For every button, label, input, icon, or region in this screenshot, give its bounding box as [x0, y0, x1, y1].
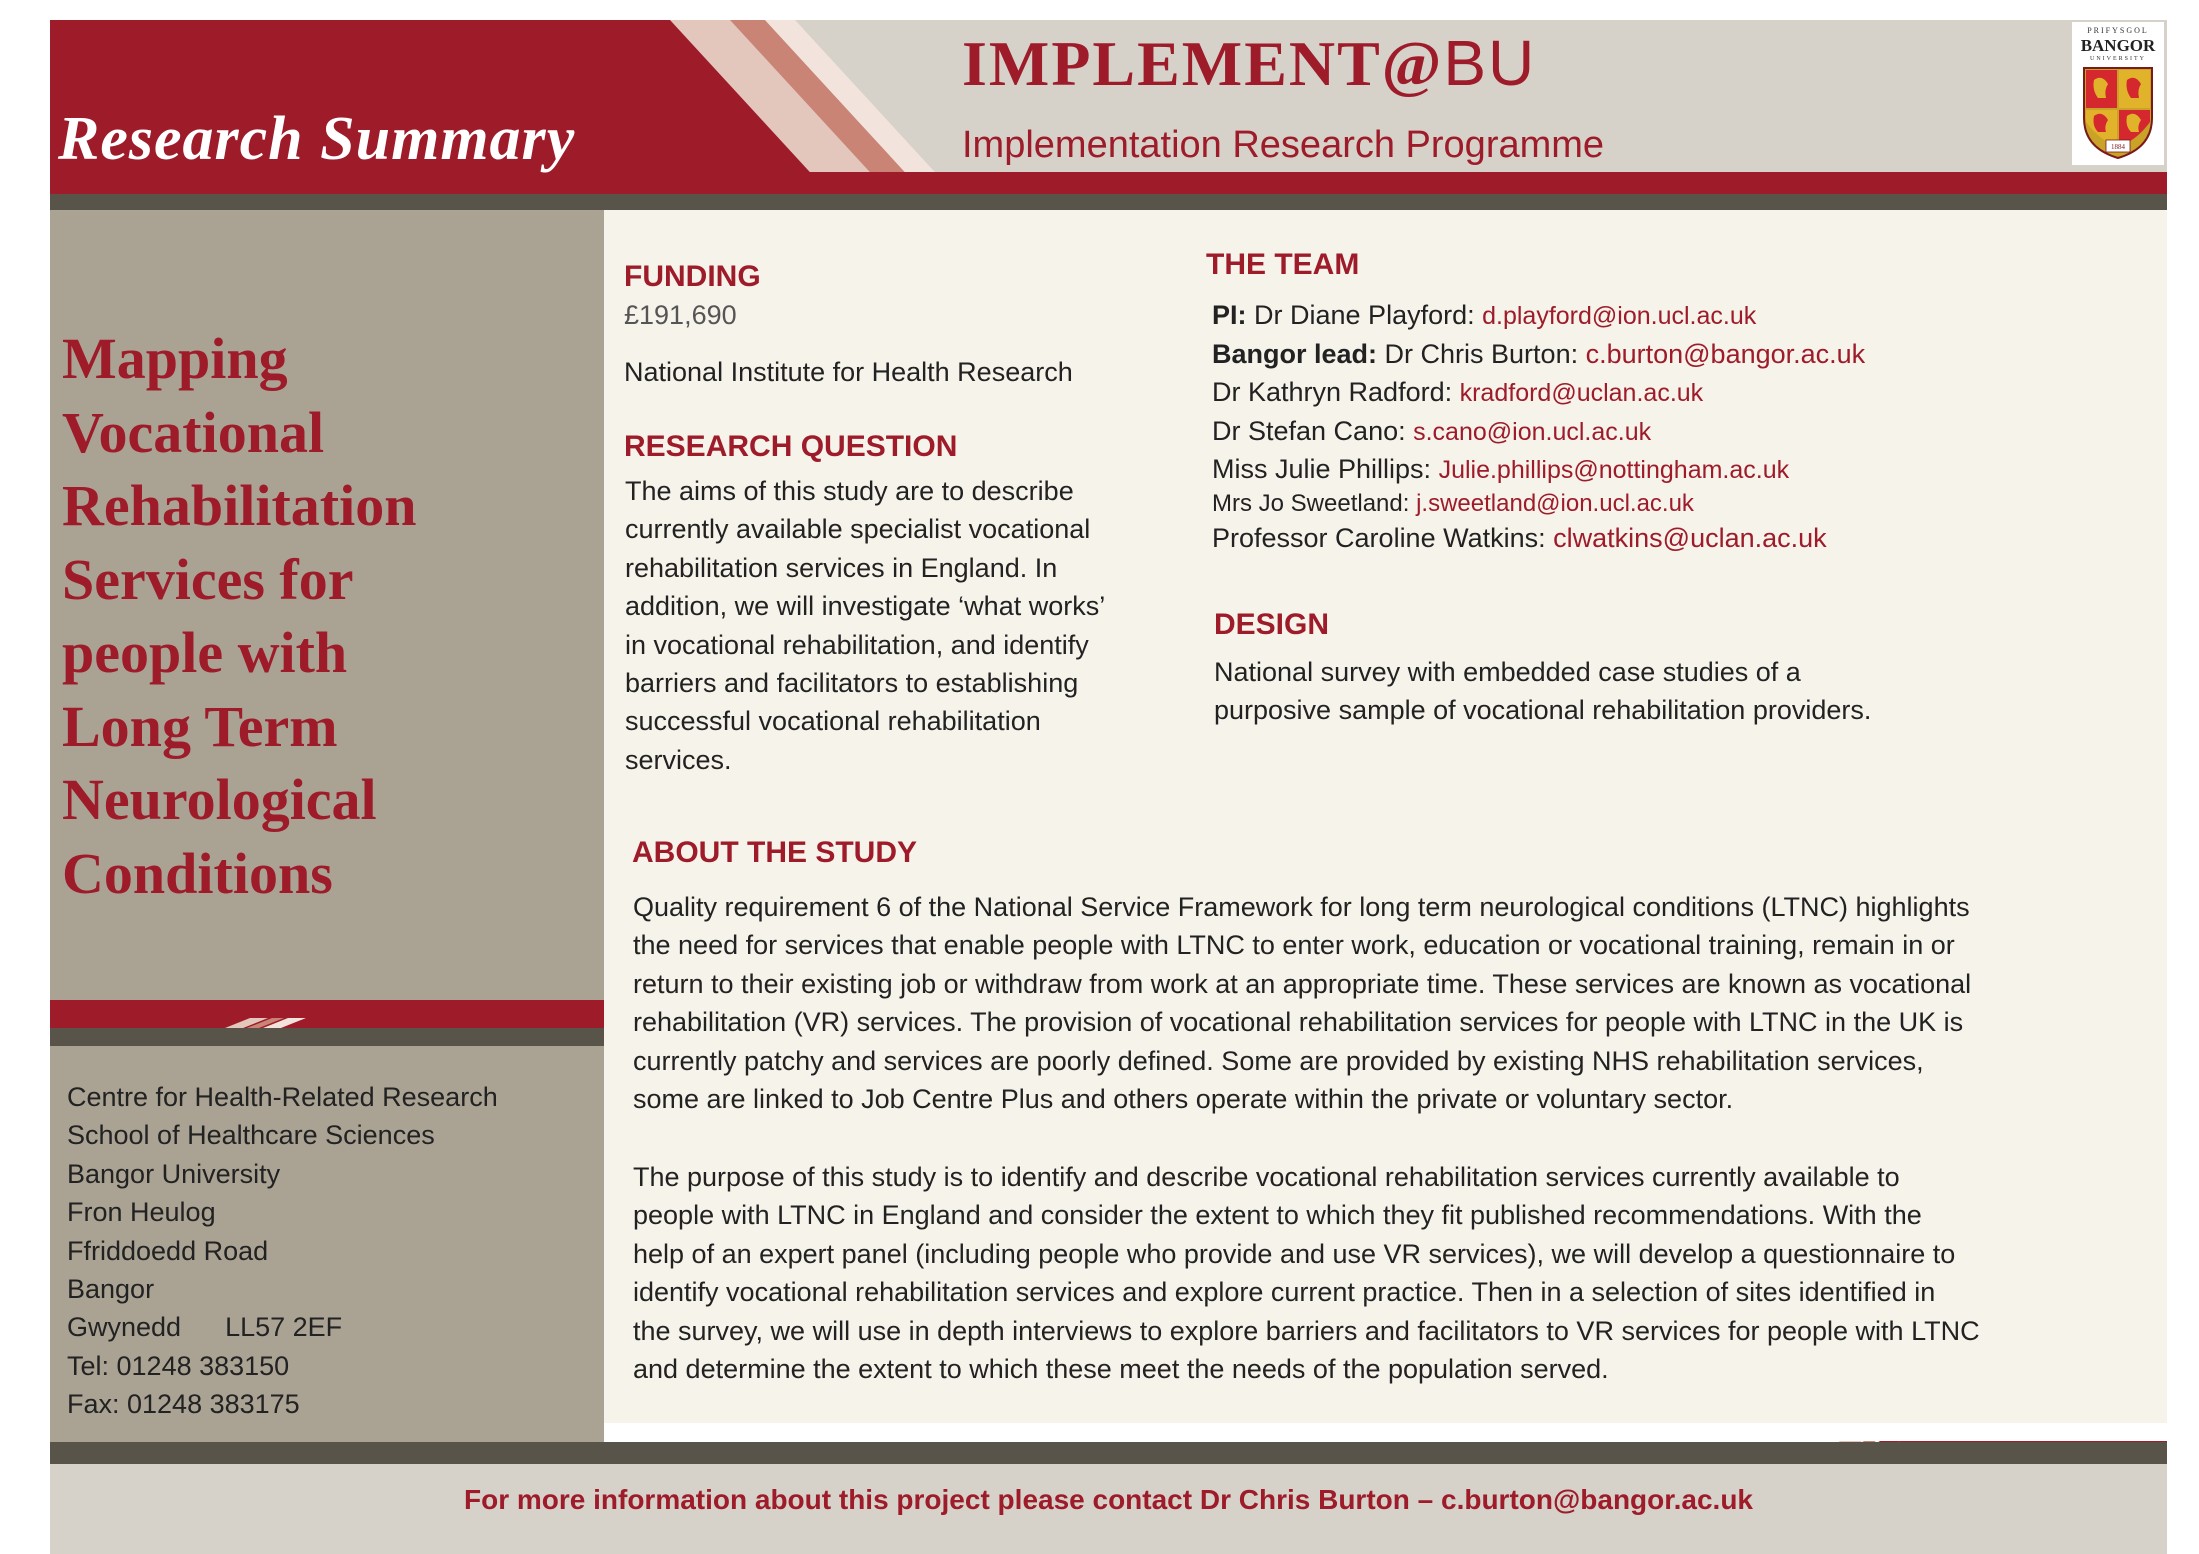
- header-dark-bar: [50, 194, 2167, 210]
- project-title-line: Conditions: [62, 840, 333, 906]
- text-line: help of an expert panel (including people who provide and use VR services), we will develop a questionnaire to: [633, 1238, 1956, 1269]
- text-line: return to their existing job or withdraw from work at an appropriate time. These services are known as vocational: [633, 968, 1972, 999]
- research-summary-label: Research Summary: [58, 105, 576, 173]
- team-member-email-link[interactable]: Julie.phillips@nottingham.ac.uk: [1438, 456, 1790, 484]
- project-title-line: Rehabilitation: [62, 473, 417, 538]
- footer-dark-bar: [50, 1442, 2167, 1464]
- text-line: identify vocational rehabilitation services and explore current practice. Then in a selection of sites identified in: [633, 1277, 1936, 1308]
- team-member: [1212, 412, 1865, 451]
- design-body: [1214, 653, 1871, 730]
- text-line: National survey with embedded case studies of a: [1214, 657, 1801, 687]
- address-county-postcode: [67, 1308, 498, 1346]
- about-paragraph-1: [633, 888, 1971, 1118]
- programme-subtitle: Implementation Research Programme: [962, 124, 1605, 166]
- text-line: some are linked to Job Centre Plus and others operate within the private or voluntary sector.: [633, 1084, 1734, 1115]
- team-member-email-link[interactable]: kradford@uclan.ac.uk: [1459, 379, 1704, 407]
- address-line: Centre for Health-Related Research: [67, 1082, 498, 1112]
- address-line: Fron Heulog: [67, 1197, 216, 1228]
- text-line: barriers and facilitators to establishing: [625, 668, 1079, 699]
- design-heading: DESIGN: [1214, 608, 1330, 641]
- text-line: successful vocational rehabilitation: [625, 706, 1041, 737]
- project-title-line: people with: [62, 620, 348, 685]
- header-red-bar: [50, 172, 2167, 194]
- text-line: rehabilitation (VR) services. The provision of vocational rehabilitation services for people with LTNC in the UK is: [633, 1007, 1964, 1038]
- text-line: the survey, we will use in depth interviews to explore barriers and facilitators to VR services for people with LTNC: [633, 1315, 1980, 1346]
- programme-title-suffix: BU: [1443, 27, 1537, 99]
- team-member-name: Dr Stefan Cano:: [1212, 415, 1414, 446]
- contact-address: [67, 1078, 498, 1424]
- team-member-role: PI:: [1212, 300, 1247, 330]
- text-line: The aims of this study are to describe: [625, 476, 1074, 506]
- programme-title: [962, 26, 1536, 101]
- logo-name: BANGOR: [2080, 36, 2156, 55]
- project-title-line: Long Term: [62, 693, 338, 759]
- about-paragraph-2: [633, 1158, 1980, 1388]
- project-title-line: Vocational: [62, 399, 325, 465]
- address-county: Gwynedd: [67, 1312, 182, 1343]
- team-member: [1212, 373, 1865, 412]
- footer-contact-text: For more information about this project please contact Dr Chris Burton – c.burton@bangor.ac.uk: [463, 1484, 1753, 1515]
- team-member: [1212, 519, 1865, 558]
- project-title-line: Services for: [62, 546, 354, 612]
- research-question-body: [625, 472, 1105, 779]
- team-member-email-link[interactable]: d.playford@ion.ucl.ac.uk: [1482, 302, 1757, 330]
- team-member-name: Professor Caroline Watkins:: [1212, 522, 1554, 553]
- text-line: currently available specialist vocational: [625, 514, 1091, 545]
- address-line: Bangor: [67, 1274, 155, 1305]
- logo-sub-text: UNIVERSITY: [2090, 56, 2146, 62]
- programme-title-main: IMPLEMENT@: [962, 28, 1444, 99]
- address-line: School of Healthcare Sciences: [67, 1120, 435, 1151]
- logo-year: 1884: [2111, 143, 2125, 151]
- team-member-email-link[interactable]: s.cano@ion.ucl.ac.uk: [1413, 417, 1652, 446]
- text-line: people with LTNC in England and consider the extent to which they fit published recommendations. With the: [633, 1200, 1922, 1231]
- sidebar-dark-bar: [50, 1028, 604, 1046]
- team-member: [1212, 296, 1865, 335]
- bangor-university-logo: [2072, 22, 2164, 165]
- team-list: [1212, 296, 1865, 557]
- team-member-role: Bangor lead:: [1212, 338, 1378, 369]
- text-line: the need for services that enable people with LTNC to enter work, education or vocational training, remain in or: [633, 930, 1955, 961]
- text-line: in vocational rehabilitation, and identify: [625, 629, 1089, 660]
- team-member-email-link[interactable]: c.burton@bangor.ac.uk: [1585, 338, 1866, 369]
- text-line: The purpose of this study is to identify and describe vocational rehabilitation services currently available to: [633, 1162, 1900, 1192]
- team-member: [1212, 335, 1865, 374]
- project-title: [62, 322, 582, 910]
- team-heading: THE TEAM: [1206, 248, 1360, 281]
- funding-amount: £191,690: [624, 300, 737, 330]
- text-line: Quality requirement 6 of the National Service Framework for long term neurological conditions (LTNC) highlights: [633, 892, 1970, 922]
- address-line: Ffriddoedd Road: [67, 1235, 269, 1266]
- about-heading: ABOUT THE STUDY: [632, 836, 917, 869]
- text-line: purposive sample of vocational rehabilitation providers.: [1214, 695, 1872, 726]
- project-title-line: Mapping: [62, 326, 288, 391]
- project-title-line: Neurological: [62, 767, 377, 832]
- telephone-number: Tel: 01248 383150: [67, 1350, 290, 1381]
- team-member-name: Dr Diane Playford:: [1246, 300, 1483, 330]
- team-member-name: Miss Julie Phillips:: [1212, 454, 1439, 484]
- text-line: and determine the extent to which these meet the needs of the population served.: [633, 1354, 1609, 1385]
- address-postcode: LL57 2EF: [225, 1312, 343, 1343]
- funding-body: National Institute for Health Research: [624, 357, 1073, 387]
- funding-heading: FUNDING: [624, 260, 761, 293]
- text-line: rehabilitation services in England. In: [625, 552, 1058, 583]
- text-line: currently patchy and services are poorly defined. Some are provided by existing NHS rehabilitation services,: [633, 1045, 1924, 1076]
- team-member-name: Dr Chris Burton:: [1377, 338, 1586, 369]
- bangor-university-crest-icon: [2082, 66, 2154, 160]
- text-line: addition, we will investigate ‘what works’: [625, 591, 1106, 622]
- research-question-heading: RESEARCH QUESTION: [624, 430, 958, 463]
- team-member: [1212, 489, 1865, 519]
- address-line: Bangor University: [67, 1158, 281, 1189]
- team-member-email-link[interactable]: j.sweetland@ion.ucl.ac.uk: [1416, 489, 1694, 517]
- team-member-email-link[interactable]: clwatkins@uclan.ac.uk: [1553, 522, 1827, 553]
- team-member-name: Mrs Jo Sweetland:: [1212, 489, 1417, 517]
- logo-top-text: PRIFYSGOL: [2087, 26, 2149, 35]
- team-member: [1212, 450, 1865, 489]
- fax-number: Fax: 01248 383175: [67, 1389, 300, 1420]
- text-line: services.: [625, 744, 732, 775]
- team-member-name: Dr Kathryn Radford:: [1212, 377, 1460, 407]
